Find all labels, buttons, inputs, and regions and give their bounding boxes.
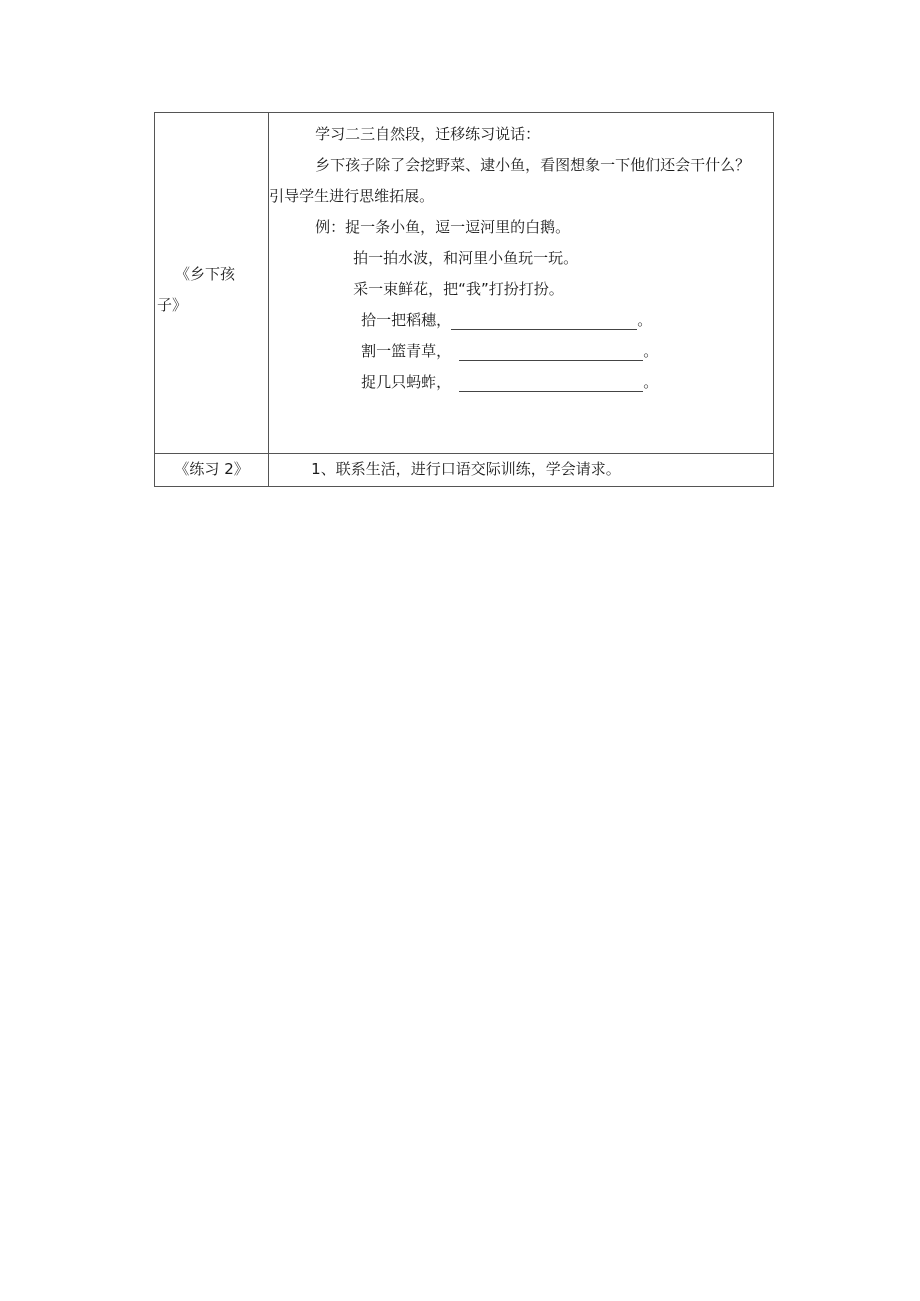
fill-blank-line[interactable] (451, 309, 637, 330)
table-row (155, 113, 774, 454)
fill-blank-suffix: 。 (643, 373, 659, 391)
lesson-content-cell: 1、联系生活，进行口语交际训练，学会请求。 (269, 454, 774, 487)
fill-blank-prompt: 捉几只蚂蚱， (361, 373, 452, 391)
lesson-name-cell: 《练习 2》 (155, 454, 269, 487)
content-paragraph: 学习二三自然段，迁移练习说话： (315, 125, 541, 143)
fill-blank-line[interactable] (459, 340, 643, 361)
content-paragraph: 乡下孩子除了会挖野菜、逮小鱼，看图想象一下他们还会干什么？引导学生进行思维拓展。 (269, 156, 751, 205)
fill-blank-suffix: 。 (637, 311, 653, 329)
lesson-title-line: 《乡下孩 (175, 265, 236, 283)
lesson-content-cell (269, 113, 774, 454)
fill-blank-prompt: 割一篮青草， (361, 342, 452, 360)
fill-blank-row (269, 336, 769, 367)
fill-blank-row (269, 367, 769, 398)
lesson-name-cell (155, 113, 269, 454)
example-line: 拍一拍水波，和河里小鱼玩一玩。 (353, 249, 579, 267)
fill-blank-line[interactable] (459, 371, 643, 392)
fill-blank-prompt: 拾一把稻穗， (361, 311, 452, 329)
fill-blank-suffix: 。 (643, 342, 659, 360)
table-row (155, 454, 774, 487)
fill-blank-row (269, 305, 769, 336)
lesson-table (154, 112, 774, 487)
lesson-title (155, 259, 269, 321)
example-line: 例：捉一条小鱼，逗一逗河里的白鹅。 (315, 218, 571, 236)
example-line: 采一束鲜花，把“我”打扮打扮。 (353, 280, 564, 298)
lesson-title-line: 子》 (157, 296, 188, 314)
